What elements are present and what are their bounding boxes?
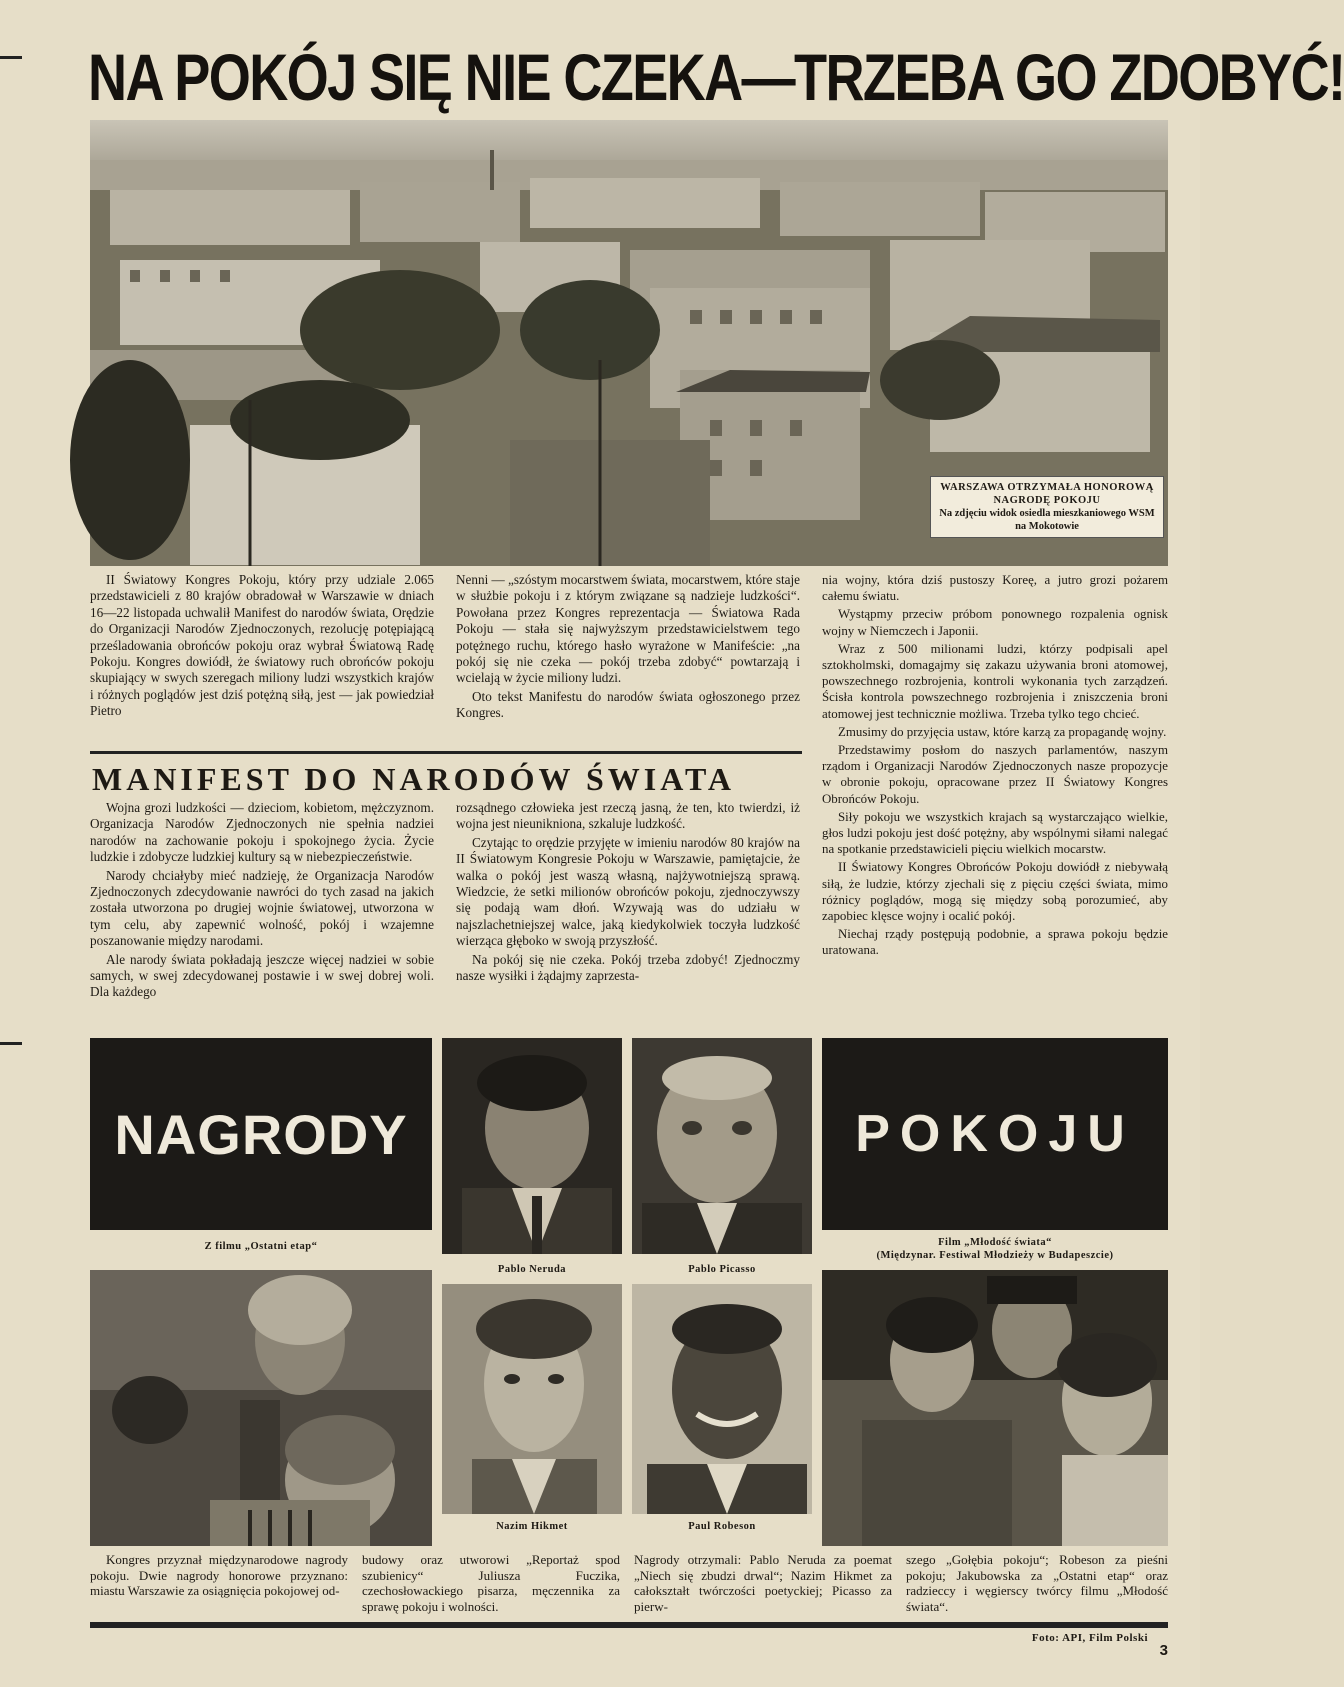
- paragraph: Narody chciałyby mieć nadzieję, że Organizacja Narodów Zjednoczonych zdecydowanie nawróci do tych zasad na jakich została utworzona po drugiej wojnie światowej, utworzona w tym celu, aby zapewnić wolność, pokój i wzajemne poszanowanie między narodami.: [90, 867, 434, 949]
- pablo-neruda-caption: Pablo Neruda: [497, 1264, 567, 1275]
- paragraph: rozsądnego człowieka jest rzeczą jasną, że ten, kto twierdzi, iż wojna jest nieunikniona, szkaluje ludzkość.: [456, 800, 800, 832]
- paragraph: II Światowy Kongres Pokoju, który przy udziale 2.065 przedstawicieli z 80 krajów obradował w Warszawie w dniach 16—22 listopada uchwalił Manifest do narodów świata, Orędzie do Organizacji Narodów Zjednoczonych, rezolucję potępiającą prześladowania obrońców pokoju oraz wybrał Światową Radę Pokoju. Kongres dowiódł, że światowy ruch obrońców pokoju skupiający w swych szeregach miliony ludzi wszystkich krajów i różnych poglądów jest dziś potężną siłą, jest — jak powiedział Pietro: [90, 572, 434, 719]
- caption-line: Film „Młodość świata“: [938, 1237, 1052, 1248]
- paragraph: Czytając to orędzie przyjęte w imieniu narodów 80 krajów na II Światowym Kongresie Pokoju w Warszawie, pamiętajcie, że walka o pokój jest waszą własną, najżywotniejszą sprawą. Wiedzcie, że setki milionów obrońców pokoju, zjednoczywszy się podają wam dłoń. Wzywają was do udziału w najszlachetniejszej walce, jaką kiedykolwiek toczyła ludzkość wierząca głęboko w swoją przyszłość.: [456, 834, 800, 949]
- paragraph: Nagrody otrzymali: Pablo Neruda za poemat „Niech się zbudzi drwal“; Nazim Hikmet za całokształt twórczości poetyckiej; Picasso za pierw-: [634, 1552, 892, 1614]
- paragraph: Niechaj rządy postępują podobnie, a sprawa pokoju będzie uratowana.: [822, 927, 1168, 958]
- page-number: 3: [1159, 1642, 1168, 1659]
- photo-credit: Foto: API, Film Polski: [1031, 1632, 1148, 1644]
- caption-text: Na zdjęciu widok osiedla mieszkaniowego WSM na Mokotowie: [939, 508, 1155, 532]
- warsaw-photo-caption: [930, 476, 1164, 538]
- paragraph: szego „Gołębia pokoju“; Robeson za pieśni pokoju; Jakubowska za „Ostatni etap“ oraz radzieccy i węgierscy twórcy filmu „Młodość świata“.: [906, 1552, 1168, 1614]
- margin-mark: [0, 56, 22, 59]
- margin-mark: [0, 1042, 22, 1045]
- film-ostatni-etap-photo: [90, 1270, 432, 1546]
- paragraph: Wraz z 500 milionami ludzi, którzy podpisali apel sztokholmski, domagajmy się zakazu używania broni atomowej, powszechnego rozbrojenia, kontroli wykonania tych zarządzeń. Ścisła kontrola powszechnego rozbrojenia i zniszczenia broni atomowej jest technicznie możliwa. Trzeba tylko tego chcieć.: [822, 641, 1168, 721]
- manifest-title: MANIFEST DO NARODÓW ŚWIATA: [92, 761, 736, 797]
- pablo-picasso-caption: Pablo Picasso: [688, 1264, 756, 1275]
- banner-text: NAGRODY: [114, 1102, 408, 1166]
- banner-text: POKOJU: [855, 1105, 1135, 1163]
- film-mlodosc-swiata-caption: [822, 1236, 1168, 1262]
- paragraph: Oto tekst Manifestu do narodów świata ogłoszonego przez Kongres.: [456, 688, 800, 721]
- paragraph: Na pokój się nie czeka. Pokój trzeba zdobyć! Zjednoczmy nasze wysiłki i żądajmy zaprzesta-: [456, 951, 800, 984]
- paragraph: Wystąpmy przeciw próbom ponownego rozpalenia ognisk wojny w Niemczech i Japonii.: [822, 607, 1168, 638]
- paragraph: Wojna grozi ludzkości — dzieciom, kobietom, mężczyznom. Organizacja Narodów Zjednoczonych nie spełnia nadziei narodów na zachowanie pokoju i spokojnego życia. Życie ludzkie i zdobycze ludzkiej kultury są w niebezpieczeństwie.: [90, 800, 434, 865]
- film-ostatni-etap-caption: Z filmu „Ostatni etap“: [204, 1241, 318, 1252]
- awards-column-2: [362, 1552, 620, 1616]
- caption-heading: WARSZAWA OTRZYMAŁA HONOROWĄ NAGRODĘ POKOJU: [940, 482, 1154, 506]
- manifest-column-2: [456, 800, 800, 986]
- paragraph: Przedstawimy posłom do naszych parlamentów, naszym rządom i Organizacji Narodów Zjednoczonych nasze propozycje w obronie pokoju, opracowane przez II Światowy Kongres Obrońców Pokoju.: [822, 743, 1168, 806]
- awards-column-3: [634, 1552, 892, 1616]
- paragraph: budowy oraz utworowi „Reportaż spod szubienicy“ Juliusza Fuczika, czechosłowackiego pisarza, męczennika za sprawę pokoju i wolności.: [362, 1552, 620, 1614]
- banner-pokoju: [822, 1038, 1168, 1230]
- pablo-picasso-photo: [632, 1038, 812, 1254]
- pablo-neruda-photo: [442, 1038, 622, 1254]
- paul-robeson-caption: Paul Robeson: [688, 1521, 756, 1532]
- paul-robeson-photo: [632, 1284, 812, 1514]
- nazim-hikmet-caption: Nazim Hikmet: [496, 1521, 568, 1532]
- caption-line: (Międzynar. Festiwal Młodzieży w Budapeszcie): [876, 1250, 1114, 1261]
- page-headline: NA POKÓJ SIĘ NIE CZEKA—TRZEBA GO ZDOBYĆ!: [88, 40, 1344, 114]
- bottom-rule: [90, 1622, 1168, 1628]
- paragraph: Zmusimy do przyjęcia ustaw, które karzą za propagandę wojny.: [838, 724, 1167, 739]
- awards-column-1: [90, 1552, 348, 1601]
- intro-column-1: [90, 572, 434, 722]
- paragraph: II Światowy Kongres Obrońców Pokoju dowiódł z niebywałą siłą, że ludzie, którzy zjechali się z pięciu części świata, mimo różnicy poglądów, mogą się między sobą porozumieć, aby zapobiec klęsce wojny i ocalić pokój.: [822, 860, 1168, 924]
- paragraph: Kongres przyznał międzynarodowe nagrody pokoju. Dwie nagrody honorowe przyznano: miastu Warszawie za osiągnięcia pokojowej od-: [90, 1552, 348, 1599]
- intro-column-2: [456, 572, 800, 724]
- paragraph: Siły pokoju we wszystkich krajach są wystarczająco wielkie, głos ludzi pokoju jest dość potężny, aby wspólnymi siłami nalegać na spotkanie przedstawicieli pięciu wielkich mocarstw.: [822, 809, 1168, 857]
- paragraph: nia wojny, która dziś pustoszy Koreę, a jutro grozi pożarem całemu światu.: [822, 573, 1168, 604]
- section-divider: [90, 751, 802, 754]
- manifest-column-3: [822, 572, 1168, 961]
- awards-column-4: [906, 1552, 1168, 1616]
- paragraph: Nenni — „szóstym mocarstwem świata, mocarstwem, które staje w służbie pokoju i z którym związane są nadzieje ludzkości“. Powołana przez Kongres reprezentacja — Światowa Rada Pokoju — stała się najwyższym przedstawicielstwem tego potężnego ruchu, którego hasło wyrażone w Manifeście: „na pokój się nie czeka — pokój trzeba zdobyć“ powtarzają i wcielają w życie miliony ludzi.: [456, 572, 800, 686]
- film-mlodosc-swiata-photo: [822, 1270, 1168, 1546]
- manifest-column-1: [90, 800, 434, 1003]
- paragraph: Ale narody świata pokładają jeszcze więcej nadziei w sobie samych, w swej zdecydowanej postawie i w swej dobrej woli. Dla każdego: [90, 951, 434, 1000]
- nazim-hikmet-photo: [442, 1284, 622, 1514]
- banner-nagrody: [90, 1038, 432, 1230]
